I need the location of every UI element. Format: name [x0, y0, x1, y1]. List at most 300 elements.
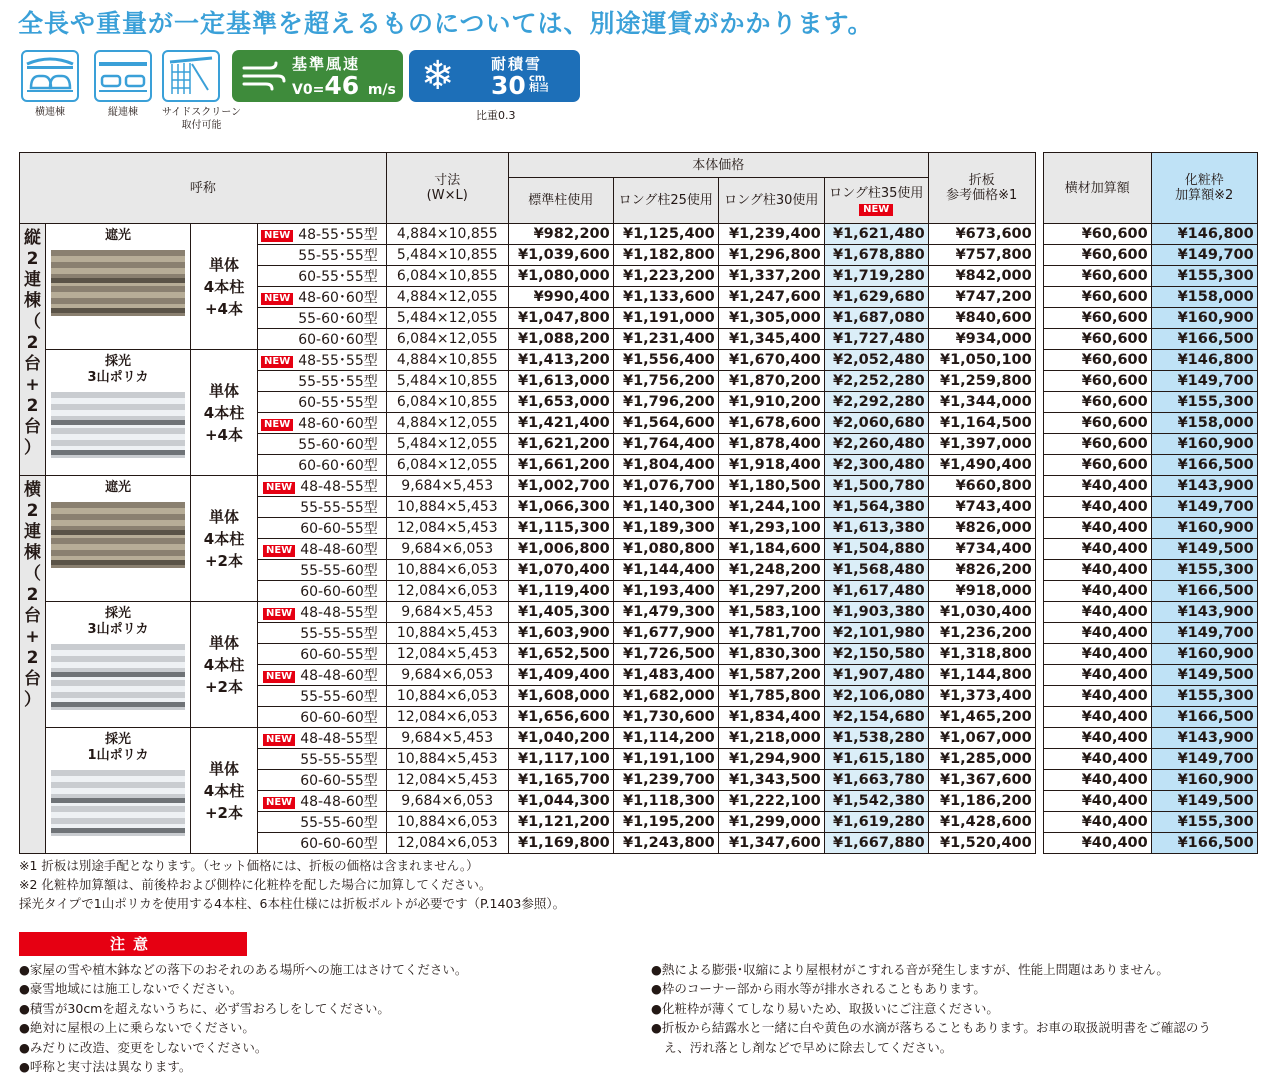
roof-type: 採光 3山ポリカ: [46, 350, 191, 476]
price-long35: ¥1,542,380: [824, 791, 928, 812]
unit-spec: 単体 4本柱 +4本: [191, 224, 258, 350]
price-beam: ¥60,600: [1043, 455, 1151, 476]
price-std: ¥1,405,300: [508, 602, 613, 623]
footnote: 採光タイプで1山ポリカを使用する4本柱、6本柱仕様には折板ボルトが必要です（P.1403参照）。: [19, 896, 566, 911]
price-std: ¥1,661,200: [508, 455, 613, 476]
price-folded: ¥918,000: [928, 581, 1035, 602]
price-long35: ¥1,568,480: [824, 560, 928, 581]
price-beam: ¥40,400: [1043, 581, 1151, 602]
feature-label: サイドスクリーン 取付可能: [162, 107, 241, 131]
price-std: ¥1,421,400: [508, 413, 613, 434]
price-cosmetic: ¥146,800: [1151, 350, 1257, 371]
dimensions: 9,684×6,053: [386, 539, 508, 560]
price-std: ¥1,002,700: [508, 476, 613, 497]
price-beam: ¥40,400: [1043, 560, 1151, 581]
price-long35: ¥1,678,880: [824, 245, 928, 266]
price-long25: ¥1,564,600: [613, 413, 718, 434]
footnote: ※1 折板は別途手配となります。（セット価格には、折板の価格は含まれません。）: [19, 858, 479, 873]
price-beam: ¥40,400: [1043, 497, 1151, 518]
price-folded: ¥747,200: [928, 287, 1035, 308]
feature-side-by-side: [21, 50, 79, 119]
caution-item: ●呼称と実寸法は異なります。: [19, 1059, 192, 1075]
price-long25: ¥1,764,400: [613, 434, 718, 455]
price-long25: ¥1,195,200: [613, 812, 718, 833]
price-beam: ¥60,600: [1043, 308, 1151, 329]
feature-label: 縦連棟: [108, 107, 138, 118]
new-tag: NEW: [261, 419, 293, 431]
model-name: 55-55-55型: [258, 749, 387, 770]
price-long30: ¥1,294,900: [718, 749, 824, 770]
model-name: 55-55-60型: [258, 560, 387, 581]
price-long25: ¥1,125,400: [613, 224, 718, 245]
price-beam: ¥60,600: [1043, 266, 1151, 287]
price-long30: ¥1,222,100: [718, 791, 824, 812]
feature-side-screen: [162, 50, 241, 132]
group-label: 横 2 連 棟 （ 2 台 + 2 台 ）: [20, 476, 46, 854]
price-folded: ¥1,465,200: [928, 707, 1035, 728]
price-cosmetic: ¥149,500: [1151, 665, 1257, 686]
model-name: NEW 48-55･55型: [258, 350, 387, 371]
price-long25: ¥1,756,200: [613, 371, 718, 392]
price-long25: ¥1,730,600: [613, 707, 718, 728]
price-std: ¥1,088,200: [508, 329, 613, 350]
dimensions: 6,084×10,855: [386, 392, 508, 413]
table-row: [20, 728, 1258, 749]
footnotes: [19, 856, 565, 913]
price-folded: ¥1,318,800: [928, 644, 1035, 665]
price-long35: ¥2,101,980: [824, 623, 928, 644]
price-cosmetic: ¥155,300: [1151, 560, 1257, 581]
price-std: ¥1,121,200: [508, 812, 613, 833]
price-long25: ¥1,191,100: [613, 749, 718, 770]
price-long30: ¥1,781,700: [718, 623, 824, 644]
price-std: ¥1,117,100: [508, 749, 613, 770]
price-std: ¥1,409,400: [508, 665, 613, 686]
model-name: 60-60-55型: [258, 770, 387, 791]
price-beam: ¥40,400: [1043, 707, 1151, 728]
roof-type: 遮光: [46, 476, 191, 602]
price-cosmetic: ¥143,900: [1151, 602, 1257, 623]
header-dims: 寸法 (W×L): [386, 153, 508, 224]
price-folded: ¥1,164,500: [928, 413, 1035, 434]
model-name: NEW 48-55･55型: [258, 224, 387, 245]
new-tag: NEW: [263, 545, 295, 557]
model-name: 55-55-60型: [258, 812, 387, 833]
price-long35: ¥1,500,780: [824, 476, 928, 497]
price-cosmetic: ¥143,900: [1151, 728, 1257, 749]
model-name: NEW 48-60･60型: [258, 413, 387, 434]
price-cosmetic: ¥149,700: [1151, 749, 1257, 770]
price-folded: ¥1,490,400: [928, 455, 1035, 476]
price-beam: ¥60,600: [1043, 224, 1151, 245]
price-std: ¥1,119,400: [508, 581, 613, 602]
new-tag: NEW: [261, 293, 293, 305]
price-folded: ¥1,428,600: [928, 812, 1035, 833]
caution-item: え、汚れ落とし剤などで早めに除去してください。: [664, 1039, 953, 1055]
roof-photo: [51, 392, 185, 458]
dimensions: 10,884×6,053: [386, 686, 508, 707]
price-folded: ¥934,000: [928, 329, 1035, 350]
dimensions: 12,084×6,053: [386, 707, 508, 728]
price-long25: ¥1,223,200: [613, 266, 718, 287]
model-name: 55-60･60型: [258, 434, 387, 455]
price-beam: ¥40,400: [1043, 476, 1151, 497]
price-folded: ¥1,367,600: [928, 770, 1035, 791]
price-long25: ¥1,682,000: [613, 686, 718, 707]
dimensions: 6,084×12,055: [386, 455, 508, 476]
price-beam: ¥40,400: [1043, 644, 1151, 665]
dimensions: 6,084×12,055: [386, 329, 508, 350]
model-name: 55-55･55型: [258, 371, 387, 392]
roof-type: 採光 1山ポリカ: [46, 728, 191, 854]
price-beam: ¥60,600: [1043, 392, 1151, 413]
price-beam: ¥40,400: [1043, 686, 1151, 707]
price-folded: ¥1,050,100: [928, 350, 1035, 371]
dimensions: 10,884×6,053: [386, 812, 508, 833]
price-folded: ¥1,186,200: [928, 791, 1035, 812]
price-long30: ¥1,345,400: [718, 329, 824, 350]
price-cosmetic: ¥166,500: [1151, 581, 1257, 602]
price-beam: ¥60,600: [1043, 371, 1151, 392]
price-folded: ¥743,400: [928, 497, 1035, 518]
price-std: ¥1,652,500: [508, 644, 613, 665]
price-long35: ¥1,619,280: [824, 812, 928, 833]
price-long35: ¥1,617,480: [824, 581, 928, 602]
price-long35: ¥1,903,380: [824, 602, 928, 623]
price-cosmetic: ¥160,900: [1151, 308, 1257, 329]
price-long35: ¥2,150,580: [824, 644, 928, 665]
unit-spec: 単体 4本柱 +2本: [191, 602, 258, 728]
caution-item: ●みだりに改造、変更をしないでください。: [19, 1039, 268, 1055]
model-name: 60-60-60型: [258, 581, 387, 602]
price-cosmetic: ¥143,900: [1151, 476, 1257, 497]
price-folded: ¥1,236,200: [928, 623, 1035, 644]
price-long25: ¥1,133,600: [613, 287, 718, 308]
model-name: 60-60-55型: [258, 644, 387, 665]
price-folded: ¥1,285,000: [928, 749, 1035, 770]
price-beam: ¥40,400: [1043, 833, 1151, 854]
caution-item: ●枠のコーナー部から雨水等が排水されることもあります。: [651, 981, 986, 997]
price-folded: ¥1,259,800: [928, 371, 1035, 392]
price-beam: ¥40,400: [1043, 728, 1151, 749]
price-cosmetic: ¥166,500: [1151, 707, 1257, 728]
model-name: 60-55･55型: [258, 392, 387, 413]
snow-density-note: 比重0.3: [476, 109, 516, 122]
price-std: ¥1,039,600: [508, 245, 613, 266]
dimensions: 9,684×5,453: [386, 476, 508, 497]
price-long25: ¥1,193,400: [613, 581, 718, 602]
model-name: NEW 48-48-55型: [258, 602, 387, 623]
price-folded: ¥840,600: [928, 308, 1035, 329]
new-tag: NEW: [263, 671, 295, 683]
model-name: 55-55-55型: [258, 497, 387, 518]
price-folded: ¥1,344,000: [928, 392, 1035, 413]
price-long30: ¥1,299,000: [718, 812, 824, 833]
price-long25: ¥1,191,000: [613, 308, 718, 329]
price-long35: ¥2,106,080: [824, 686, 928, 707]
price-std: ¥1,040,200: [508, 728, 613, 749]
caution-item: ●化粧枠が薄くてしなり易いため、取扱いにご注意ください。: [651, 1000, 999, 1016]
price-long30: ¥1,830,300: [718, 644, 824, 665]
model-name: NEW 48-60･60型: [258, 287, 387, 308]
price-std: ¥1,613,000: [508, 371, 613, 392]
table-row: [20, 224, 1258, 245]
model-name: 55-55-55型: [258, 623, 387, 644]
new-tag: NEW: [261, 356, 293, 368]
wind-icon: [242, 60, 286, 92]
price-long30: ¥1,918,400: [718, 455, 824, 476]
price-long25: ¥1,231,400: [613, 329, 718, 350]
header-std: 標準柱使用: [508, 178, 613, 224]
new-tag: NEW: [859, 204, 893, 216]
snow-unit: cm 相当: [529, 73, 549, 94]
caution-item: ●折板から結露水と一緒に白や黄色の水滴が落ちることもあります。お車の取扱説明書をご確認のう: [651, 1020, 1211, 1036]
caution-item: ●豪雪地域には施工しないでください。: [19, 981, 243, 997]
price-long30: ¥1,180,500: [718, 476, 824, 497]
new-tag: NEW: [263, 797, 295, 809]
price-std: ¥982,200: [508, 224, 613, 245]
price-cosmetic: ¥149,700: [1151, 623, 1257, 644]
price-folded: ¥842,000: [928, 266, 1035, 287]
price-long25: ¥1,726,500: [613, 644, 718, 665]
price-beam: ¥40,400: [1043, 623, 1151, 644]
price-folded: ¥826,000: [928, 518, 1035, 539]
shipping-notice-headline: 全長や重量が一定基準を超えるものについては、別途運賃がかかります。: [18, 9, 874, 38]
header-long25: ロング柱25使用: [613, 178, 718, 224]
price-std: ¥1,115,300: [508, 518, 613, 539]
model-name: NEW 48-48-60型: [258, 665, 387, 686]
price-long30: ¥1,248,200: [718, 560, 824, 581]
dimensions: 9,684×5,453: [386, 602, 508, 623]
dimensions: 5,484×12,055: [386, 308, 508, 329]
price-long25: ¥1,189,300: [613, 518, 718, 539]
price-long30: ¥1,247,600: [718, 287, 824, 308]
feature-label: 横連棟: [35, 107, 65, 118]
price-long30: ¥1,296,800: [718, 245, 824, 266]
price-long25: ¥1,677,900: [613, 623, 718, 644]
price-long35: ¥2,252,280: [824, 371, 928, 392]
model-name: 60-60-60型: [258, 833, 387, 854]
dimensions: 12,084×5,453: [386, 770, 508, 791]
price-long25: ¥1,076,700: [613, 476, 718, 497]
price-long35: ¥1,538,280: [824, 728, 928, 749]
price-std: ¥1,066,300: [508, 497, 613, 518]
header-cosmetic: 化粧枠 加算額※2: [1151, 153, 1257, 224]
price-long35: ¥1,564,380: [824, 497, 928, 518]
price-cosmetic: ¥160,900: [1151, 434, 1257, 455]
price-cosmetic: ¥155,300: [1151, 392, 1257, 413]
price-cosmetic: ¥158,000: [1151, 413, 1257, 434]
price-std: ¥1,080,000: [508, 266, 613, 287]
price-long30: ¥1,239,400: [718, 224, 824, 245]
price-folded: ¥673,600: [928, 224, 1035, 245]
price-long35: ¥2,300,480: [824, 455, 928, 476]
caution-heading: 注意: [19, 932, 247, 956]
price-long30: ¥1,583,100: [718, 602, 824, 623]
price-beam: ¥60,600: [1043, 434, 1151, 455]
dimensions: 9,684×6,053: [386, 665, 508, 686]
price-long35: ¥1,613,380: [824, 518, 928, 539]
price-long35: ¥1,615,180: [824, 749, 928, 770]
model-name: 55-55-60型: [258, 686, 387, 707]
price-beam: ¥60,600: [1043, 329, 1151, 350]
new-tag: NEW: [261, 230, 293, 242]
group-label: 縦 2 連 棟 （ 2 台 + 2 台 ）: [20, 224, 46, 476]
price-cosmetic: ¥155,300: [1151, 686, 1257, 707]
price-long30: ¥1,878,400: [718, 434, 824, 455]
dimensions: 5,484×12,055: [386, 434, 508, 455]
caution-list-right: [651, 960, 1211, 1057]
dimensions: 9,684×5,453: [386, 728, 508, 749]
price-long25: ¥1,796,200: [613, 392, 718, 413]
price-long25: ¥1,144,400: [613, 560, 718, 581]
price-cosmetic: ¥146,800: [1151, 224, 1257, 245]
price-folded: ¥826,200: [928, 560, 1035, 581]
price-beam: ¥40,400: [1043, 518, 1151, 539]
price-cosmetic: ¥160,900: [1151, 770, 1257, 791]
caution-item: ●積雪が30cmを超えないうちに、必ず雪おろしをしてください。: [19, 1000, 390, 1016]
feature-tandem: [94, 50, 152, 119]
dimensions: 9,684×6,053: [386, 791, 508, 812]
caution-item: ●熱による膨張･収縮により屋根材がこすれる音が発生しますが、性能上問題はありません。: [651, 962, 1169, 977]
price-std: ¥1,656,600: [508, 707, 613, 728]
price-folded: ¥734,400: [928, 539, 1035, 560]
price-long35: ¥1,663,780: [824, 770, 928, 791]
table-row: [20, 602, 1258, 623]
price-long30: ¥1,305,000: [718, 308, 824, 329]
dimensions: 12,084×5,453: [386, 518, 508, 539]
price-beam: ¥40,400: [1043, 791, 1151, 812]
tandem-carport-icon: [94, 50, 152, 102]
price-std: ¥1,165,700: [508, 770, 613, 791]
model-name: 60-60･60型: [258, 455, 387, 476]
price-cosmetic: ¥149,700: [1151, 497, 1257, 518]
model-name: 55-55･55型: [258, 245, 387, 266]
price-std: ¥1,006,800: [508, 539, 613, 560]
table-row: [20, 350, 1258, 371]
price-beam: ¥60,600: [1043, 245, 1151, 266]
header-long35: ロング柱35使用 NEW: [824, 178, 928, 224]
price-long30: ¥1,834,400: [718, 707, 824, 728]
price-long30: ¥1,870,200: [718, 371, 824, 392]
price-cosmetic: ¥160,900: [1151, 518, 1257, 539]
model-name: NEW 48-48-60型: [258, 791, 387, 812]
roof-type: 採光 3山ポリカ: [46, 602, 191, 728]
price-long25: ¥1,556,400: [613, 350, 718, 371]
roof-type: 遮光: [46, 224, 191, 350]
price-long30: ¥1,244,100: [718, 497, 824, 518]
caution-item: ●家屋の雪や植木鉢などの落下のおそれのある場所への施工はさけてください。: [19, 962, 468, 977]
price-cosmetic: ¥166,500: [1151, 455, 1257, 476]
price-cosmetic: ¥155,300: [1151, 812, 1257, 833]
price-std: ¥1,413,200: [508, 350, 613, 371]
header-folded: 折板 参考価格※1: [928, 153, 1035, 224]
header-long30: ロング柱30使用: [718, 178, 824, 224]
price-beam: ¥60,600: [1043, 287, 1151, 308]
price-cosmetic: ¥160,900: [1151, 644, 1257, 665]
dimensions: 5,484×10,855: [386, 245, 508, 266]
new-tag: NEW: [263, 608, 295, 620]
price-long25: ¥1,114,200: [613, 728, 718, 749]
model-name: 60-60･60型: [258, 329, 387, 350]
price-long30: ¥1,785,800: [718, 686, 824, 707]
price-beam: ¥40,400: [1043, 602, 1151, 623]
price-long35: ¥2,154,680: [824, 707, 928, 728]
price-beam: ¥40,400: [1043, 665, 1151, 686]
price-cosmetic: ¥149,500: [1151, 539, 1257, 560]
price-folded: ¥1,030,400: [928, 602, 1035, 623]
header-body-price: 本体価格: [508, 153, 928, 178]
price-beam: ¥40,400: [1043, 812, 1151, 833]
price-long30: ¥1,297,200: [718, 581, 824, 602]
dimensions: 4,884×12,055: [386, 287, 508, 308]
dimensions: 4,884×10,855: [386, 224, 508, 245]
price-cosmetic: ¥149,500: [1151, 791, 1257, 812]
model-name: NEW 48-48-60型: [258, 539, 387, 560]
new-tag: NEW: [263, 482, 295, 494]
price-long25: ¥1,140,300: [613, 497, 718, 518]
header-beam: 横材加算額: [1043, 153, 1151, 224]
dimensions: 12,084×5,453: [386, 644, 508, 665]
price-long25: ¥1,239,700: [613, 770, 718, 791]
price-beam: ¥40,400: [1043, 539, 1151, 560]
price-folded: ¥1,520,400: [928, 833, 1035, 854]
dimensions: 4,884×10,855: [386, 350, 508, 371]
price-cosmetic: ¥166,500: [1151, 329, 1257, 350]
price-long25: ¥1,479,300: [613, 602, 718, 623]
new-tag: NEW: [263, 734, 295, 746]
snow-value: 30: [491, 71, 526, 100]
price-folded: ¥1,144,800: [928, 665, 1035, 686]
price-long35: ¥1,629,680: [824, 287, 928, 308]
model-name: 60-60-55型: [258, 518, 387, 539]
price-long30: ¥1,184,600: [718, 539, 824, 560]
price-cosmetic: ¥149,700: [1151, 245, 1257, 266]
price-long35: ¥2,052,480: [824, 350, 928, 371]
price-long25: ¥1,182,800: [613, 245, 718, 266]
dimensions: 10,884×5,453: [386, 497, 508, 518]
side-screen-icon: [162, 50, 220, 102]
price-std: ¥1,047,800: [508, 308, 613, 329]
price-long35: ¥2,060,680: [824, 413, 928, 434]
price-table: [19, 152, 1258, 854]
model-name: 60-60-60型: [258, 707, 387, 728]
price-cosmetic: ¥158,000: [1151, 287, 1257, 308]
unit-spec: 単体 4本柱 +2本: [191, 728, 258, 854]
price-std: ¥990,400: [508, 287, 613, 308]
unit-spec: 単体 4本柱 +4本: [191, 350, 258, 476]
model-name: NEW 48-48-55型: [258, 476, 387, 497]
header-name: 呼称: [20, 153, 387, 224]
price-folded: ¥1,067,000: [928, 728, 1035, 749]
caution-item: ●絶対に屋根の上に乗らないでください。: [19, 1020, 255, 1036]
price-long30: ¥1,293,100: [718, 518, 824, 539]
price-cosmetic: ¥155,300: [1151, 266, 1257, 287]
price-long30: ¥1,910,200: [718, 392, 824, 413]
price-folded: ¥757,800: [928, 245, 1035, 266]
price-long35: ¥1,687,080: [824, 308, 928, 329]
price-long25: ¥1,804,400: [613, 455, 718, 476]
price-folded: ¥1,373,400: [928, 686, 1035, 707]
dimensions: 4,884×12,055: [386, 413, 508, 434]
roof-photo: [51, 250, 185, 316]
price-long35: ¥2,260,480: [824, 434, 928, 455]
price-std: ¥1,621,200: [508, 434, 613, 455]
price-beam: ¥40,400: [1043, 770, 1151, 791]
dimensions: 12,084×6,053: [386, 581, 508, 602]
dimensions: 10,884×5,453: [386, 749, 508, 770]
price-long30: ¥1,678,600: [718, 413, 824, 434]
